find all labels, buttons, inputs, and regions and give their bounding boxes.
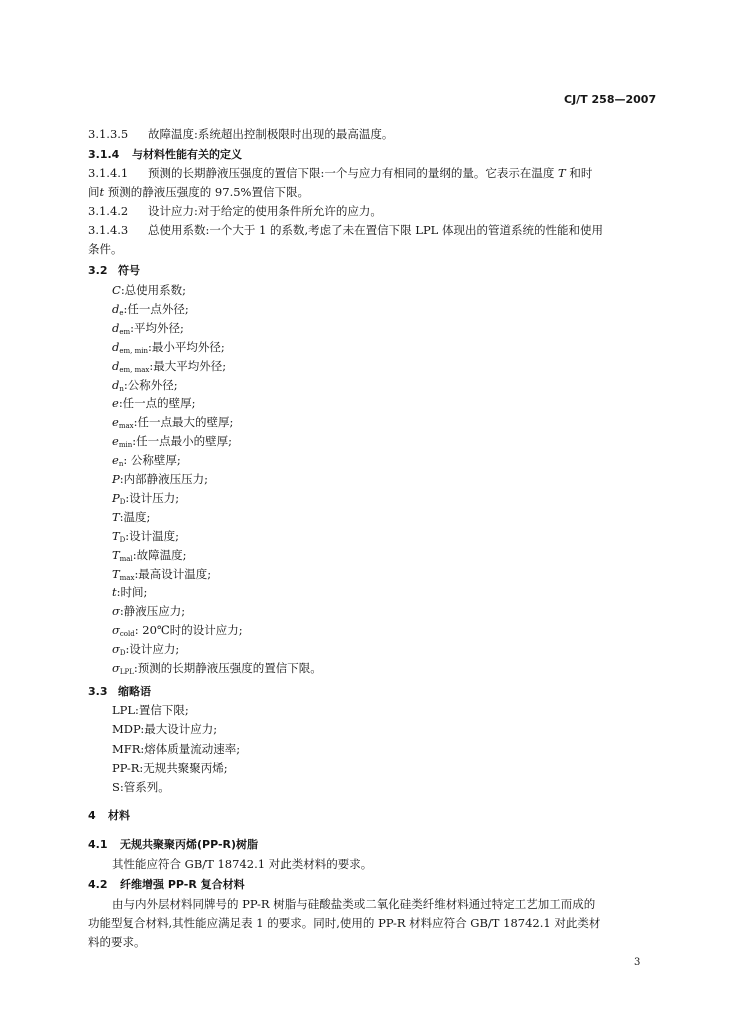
symbol-row	[112, 548, 186, 567]
clause-number: 3.1.4.3	[88, 223, 129, 237]
symbol-description: :最小平均外径;	[148, 339, 225, 354]
symbol-subscript: e	[119, 308, 124, 317]
symbol-row	[112, 510, 150, 525]
symbol-description: :最高设计温度;	[134, 566, 212, 581]
symbol-main: d	[112, 358, 120, 373]
heading-3-3	[88, 684, 151, 699]
abbreviation-row: MDP:最大设计应力;	[112, 722, 218, 737]
symbol-subscript: D	[119, 497, 126, 506]
symbol-description: :内部静液压压力;	[119, 472, 208, 486]
clause-text: 间	[88, 185, 100, 199]
symbol-row	[112, 378, 178, 397]
symbol-description: :设计压力;	[125, 490, 180, 505]
symbol-row	[112, 604, 185, 619]
clause-number: 3.1.3.5	[88, 127, 129, 141]
heading-4	[88, 808, 130, 823]
symbol-subscript: D	[119, 649, 126, 658]
abbreviation-row: S:管系列。	[112, 780, 170, 795]
clause-text-end: 和时	[569, 166, 593, 180]
clause-3-1-4-1-line1	[88, 166, 592, 181]
clause-4-1-body: 其性能应符合 GB/T 18742.1 对此类材料的要求。	[112, 857, 373, 871]
clause-3-1-4-3-line2: 条件。	[88, 242, 123, 256]
symbol-row	[112, 529, 179, 548]
heading-number: 4.1	[88, 838, 108, 851]
symbol-main: d	[112, 301, 120, 316]
symbol-description: : 公称壁厚;	[123, 453, 181, 468]
clause-3-1-4-1-line2	[88, 185, 309, 200]
symbol-description: :最大平均外径;	[149, 358, 227, 373]
symbol-main: t	[112, 585, 117, 600]
symbol-main: d	[112, 320, 120, 335]
symbol-main: σ	[112, 661, 120, 675]
heading-number: 3.2	[88, 264, 108, 277]
heading-title: 无规共聚聚丙烯(PP-R)树脂	[120, 838, 259, 851]
symbol-row	[112, 472, 208, 487]
clause-text: 预测的长期静液压强度的置信下限:一个与应力有相同的量纲的量。它表示在温度	[148, 166, 555, 180]
abbreviation-row: MFR:熔体质量流动速率;	[112, 741, 241, 756]
clause-number: 3.1.4.2	[88, 204, 129, 218]
symbol-description: :总使用系数;	[120, 283, 187, 297]
heading-number: 3.3	[88, 685, 108, 698]
clause-3-1-3-5	[88, 127, 393, 142]
symbol-row	[112, 567, 211, 586]
heading-title: 与材料性能有关的定义	[132, 148, 242, 161]
symbol-row	[112, 283, 186, 298]
symbol-subscript: em, max	[119, 365, 150, 374]
symbol-subscript: D	[119, 535, 126, 544]
symbol-description: :静液压应力;	[119, 604, 186, 619]
heading-4-1	[88, 837, 258, 852]
symbol-row	[112, 585, 147, 600]
abbreviation-row: PP-R:无规共聚聚丙烯;	[112, 760, 228, 775]
symbol-main: C	[112, 283, 121, 297]
symbol-row	[112, 359, 226, 378]
heading-title: 纤维增强 PP-R 复合材料	[120, 878, 245, 891]
symbol-description: :设计应力;	[125, 642, 180, 657]
symbol-subscript: LPL	[119, 668, 134, 676]
symbol-description: :温度;	[119, 509, 151, 524]
heading-4-2	[88, 877, 245, 892]
clause-text: 故障温度:系统超出控制极限时出现的最高温度。	[148, 127, 394, 141]
symbol-description: :故障温度;	[132, 547, 187, 562]
heading-title: 材料	[108, 809, 130, 822]
symbol-main: T	[112, 509, 120, 524]
symbol-row	[112, 321, 184, 340]
symbol-main: σ	[112, 604, 120, 619]
abbreviation-row: LPL:置信下限;	[112, 703, 189, 717]
heading-title: 缩略语	[118, 685, 151, 698]
standard-id: CJ/T 258—2007	[564, 93, 657, 106]
symbol-subscript: em	[119, 327, 131, 336]
clause-text: 总使用系数:一个大于 1 的系数,考虑了未在置信下限 LPL 体现出的管道系统的性能和使用	[148, 223, 603, 237]
symbol-description: :时间;	[116, 585, 148, 600]
symbol-main: T	[112, 547, 120, 562]
heading-number: 4	[88, 809, 96, 822]
page-number: 3	[634, 957, 641, 968]
symbol-main: e	[112, 434, 119, 449]
symbol-main: d	[112, 339, 120, 354]
symbol-main: e	[112, 453, 119, 468]
symbol-subscript: max	[119, 573, 135, 582]
symbol-description: :任一点最大的壁厚;	[133, 415, 234, 430]
symbol-row	[112, 491, 179, 510]
symbol-description: :设计温度;	[125, 528, 180, 543]
heading-title: 符号	[118, 264, 140, 277]
symbol-subscript: cold	[119, 630, 135, 639]
symbol-row	[112, 396, 196, 411]
symbol-description: :任一点最小的壁厚;	[132, 434, 232, 449]
symbol-description: :公称外径;	[123, 377, 178, 392]
symbol-main: σ	[112, 642, 120, 657]
heading-number: 4.2	[88, 878, 108, 891]
symbol-subscript: mal	[119, 554, 133, 563]
heading-number: 3.1.4	[88, 148, 120, 161]
symbol-main: d	[112, 377, 120, 392]
symbol-description: :平均外径;	[130, 320, 184, 335]
clause-number: 3.1.4.1	[88, 166, 129, 180]
symbol-main: T	[112, 528, 120, 543]
clause-3-1-4-3-line1	[88, 223, 603, 238]
symbol-description: :任一点的壁厚;	[118, 396, 196, 411]
symbol-row	[112, 434, 232, 453]
clause-text: 设计应力:对于给定的使用条件所允许的应力。	[148, 204, 382, 218]
clause-text: 预测的静液压强度的 97.5%置信下限。	[107, 185, 309, 199]
symbol-subscript: n	[119, 384, 124, 393]
symbol-row	[112, 642, 179, 661]
symbol-description: :预测的长期静液压强度的置信下限。	[133, 661, 322, 675]
symbol-subscript: max	[118, 422, 134, 431]
symbol-row	[112, 453, 181, 472]
symbol-description: :任一点外径;	[123, 301, 189, 316]
symbol-main: T	[112, 566, 120, 581]
symbol-main: P	[112, 490, 120, 505]
symbol-subscript: em, min	[119, 346, 148, 355]
symbol-main: e	[112, 415, 119, 430]
symbol-main: σ	[112, 623, 120, 638]
symbol-subscript: n	[118, 460, 124, 469]
symbol-row	[112, 302, 189, 321]
symbol-row	[112, 623, 243, 642]
var-temperature: T	[558, 166, 566, 180]
symbol-main: P	[112, 472, 120, 486]
symbol-row	[112, 661, 322, 680]
clause-3-1-4-2	[88, 204, 382, 219]
clause-4-2-line1: 由与内外层材料同牌号的 PP-R 树脂与硅酸盐类或二氧化硅类纤维材料通过特定工艺加工而成的	[112, 897, 596, 911]
clause-4-2-line3: 料的要求。	[88, 935, 146, 949]
var-time: t	[99, 185, 105, 199]
symbol-main: e	[112, 396, 119, 411]
heading-3-2	[88, 263, 140, 278]
symbol-description: : 20℃时的设计应力;	[134, 623, 243, 638]
heading-3-1-4	[88, 147, 242, 162]
symbol-row	[112, 415, 233, 434]
symbol-row	[112, 340, 225, 359]
clause-4-2-line2: 功能型复合材料,其性能应满足表 1 的要求。同时,使用的 PP-R 材料应符合 GB/T 18742.1 对此类材	[88, 916, 601, 930]
symbol-subscript: min	[118, 441, 133, 450]
